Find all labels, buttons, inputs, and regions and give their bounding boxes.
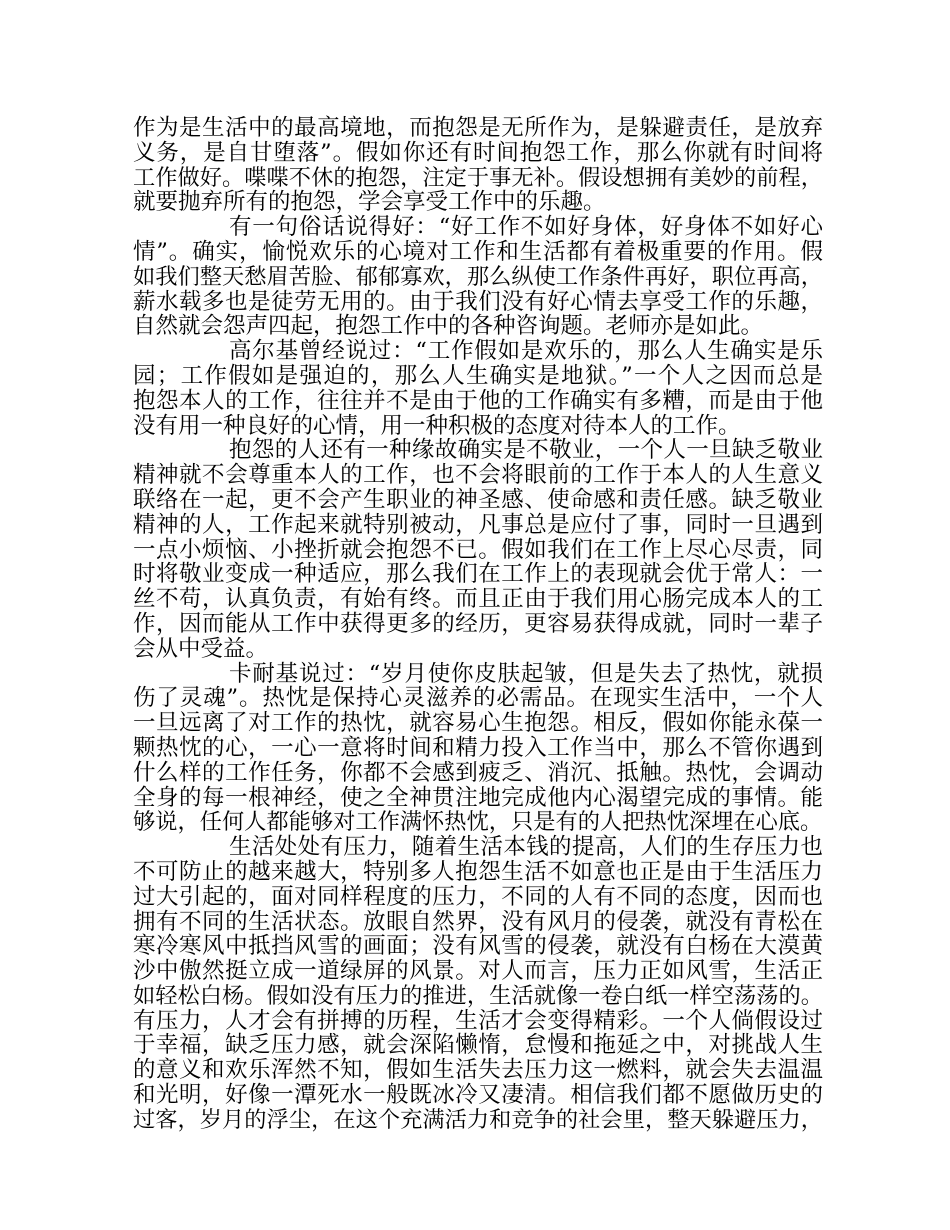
- text-line: 如轻松白杨。假如没有压力的推进，生活就像一卷白纸一样空荡荡的。: [133, 982, 823, 1009]
- text-line: 不可防止的越来越大，特别多人抱怨生活不如意也正是由于生活压力: [133, 858, 823, 885]
- text-line: 的意义和欢乐浑然不知，假如生活失去压力这一燃料，就会失去温温: [133, 1057, 823, 1084]
- text-line: 联络在一起，更不会产生职业的神圣感、使命感和责任感。缺乏敬业: [133, 486, 823, 513]
- text-line: 一点小烦恼、小挫折就会抱怨不已。假如我们在工作上尽心尽责，同: [133, 536, 823, 563]
- text-line: 于幸福，缺乏压力感，就会深陷懒惰，怠慢和拖延之中，对挑战人生: [133, 1032, 823, 1059]
- text-line: 生活处处有压力，随着生活本钱的提高，人们的生存压力也: [229, 834, 823, 861]
- text-line: 有一句俗话说得好：“好工作不如好身体，好身体不如好心: [229, 214, 823, 241]
- text-line: 和光明，好像一潭死水一般既冰冷又凄清。相信我们都不愿做历史的: [133, 1082, 823, 1109]
- text-line: 够说，任何人都能够对工作满怀热忱，只是有的人把热忱深埋在心底。: [133, 809, 823, 836]
- text-line: 会从中受益。: [133, 635, 269, 662]
- text-line: 精神的人，工作起来就特别被动，凡事总是应付了事，同时一旦遇到: [133, 511, 823, 538]
- text-line: 颗热忱的心，一心一意将时间和精力投入工作当中，那么不管你遇到: [133, 734, 823, 761]
- text-line: 时将敬业变成一种适应，那么我们在工作上的表现就会优于常人：一: [133, 561, 823, 588]
- text-line: 抱怨的人还有一种缘故确实是不敬业，一个人一旦缺乏敬业: [229, 437, 823, 464]
- text-line: 薪水载多也是徒劳无用的。由于我们没有好心情去享受工作的乐趣，: [133, 288, 823, 315]
- text-line: 如我们整天愁眉苦脸、郁郁寡欢，那么纵使工作条件再好，职位再高，: [133, 263, 823, 290]
- text-line: 拥有不同的生活状态。放眼自然界，没有风月的侵袭，就没有青松在: [133, 908, 823, 935]
- text-line: 有压力，人才会有拼搏的历程，生活才会变得精彩。一个人倘假设过: [133, 1007, 823, 1034]
- text-line: 作，因而能从工作中获得更多的经历，更容易获得成就，同时一辈子: [133, 610, 823, 637]
- text-line: 就要抛弃所有的抱怨，学会享受工作中的乐趣。: [133, 189, 606, 216]
- text-line: 园；工作假如是强迫的，那么人生确实是地狱。”一个人之因而总是: [133, 362, 823, 389]
- text-line: 什么样的工作任务，你都不会感到疲乏、消沉、抵触。热忱，会调动: [133, 759, 823, 786]
- text-line: 寒冷寒风中抵挡风雪的画面；没有风雪的侵袭，就没有白杨在大漠黄: [133, 933, 823, 960]
- text-line: 过客，岁月的浮尘，在这个充满活力和竞争的社会里，整天躲避压力，: [133, 1106, 823, 1133]
- text-line: 工作做好。喋喋不休的抱怨，注定于事无补。假设想拥有美妙的前程，: [133, 164, 823, 191]
- text-line: 精神就不会尊重本人的工作，也不会将眼前的工作于本人的人生意义: [133, 462, 823, 489]
- text-line: 义务，是自甘堕落”。假如你还有时间抱怨工作，那么你就有时间将: [133, 139, 823, 166]
- text-line: 抱怨本人的工作，往往并不是由于他的工作确实有多糟，而是由于他: [133, 387, 823, 414]
- body-text: [133, 116, 823, 1133]
- text-line: 没有用一种良好的心情，用一种积极的态度对待本人的工作。: [133, 412, 741, 439]
- text-line: 一旦远离了对工作的热忱，就容易心生抱怨。相反，假如你能永葆一: [133, 710, 823, 737]
- text-line: 伤了灵魂”。热忱是保持心灵滋养的必需品。在现实生活中，一个人: [133, 685, 823, 712]
- text-line: 卡耐基说过：“岁月使你皮肤起皱，但是失去了热忱，就损: [229, 660, 823, 687]
- text-line: 全身的每一根神经，使之全神贯注地完成他内心渴望完成的事情。能: [133, 784, 823, 811]
- text-line: 作为是生活中的最高境地，而抱怨是无所作为，是躲避责任，是放弃: [133, 115, 823, 141]
- text-line: 高尔基曾经说过：“工作假如是欢乐的，那么人生确实是乐: [229, 338, 823, 365]
- text-line: 自然就会怨声四起，抱怨工作中的各种咨询题。老师亦是如此。: [133, 313, 764, 340]
- text-line: 丝不苟，认真负责，有始有终。而且正由于我们用心肠完成本人的工: [133, 586, 823, 613]
- text-line: 沙中傲然挺立成一道绿屏的风景。对人而言，压力正如风雪，生活正: [133, 958, 823, 985]
- text-line: 过大引起的，面对同样程度的压力，不同的人有不同的态度，因而也: [133, 883, 823, 910]
- text-line: 情”。确实，愉悦欢乐的心境对工作和生活都有着极重要的作用。假: [133, 238, 823, 265]
